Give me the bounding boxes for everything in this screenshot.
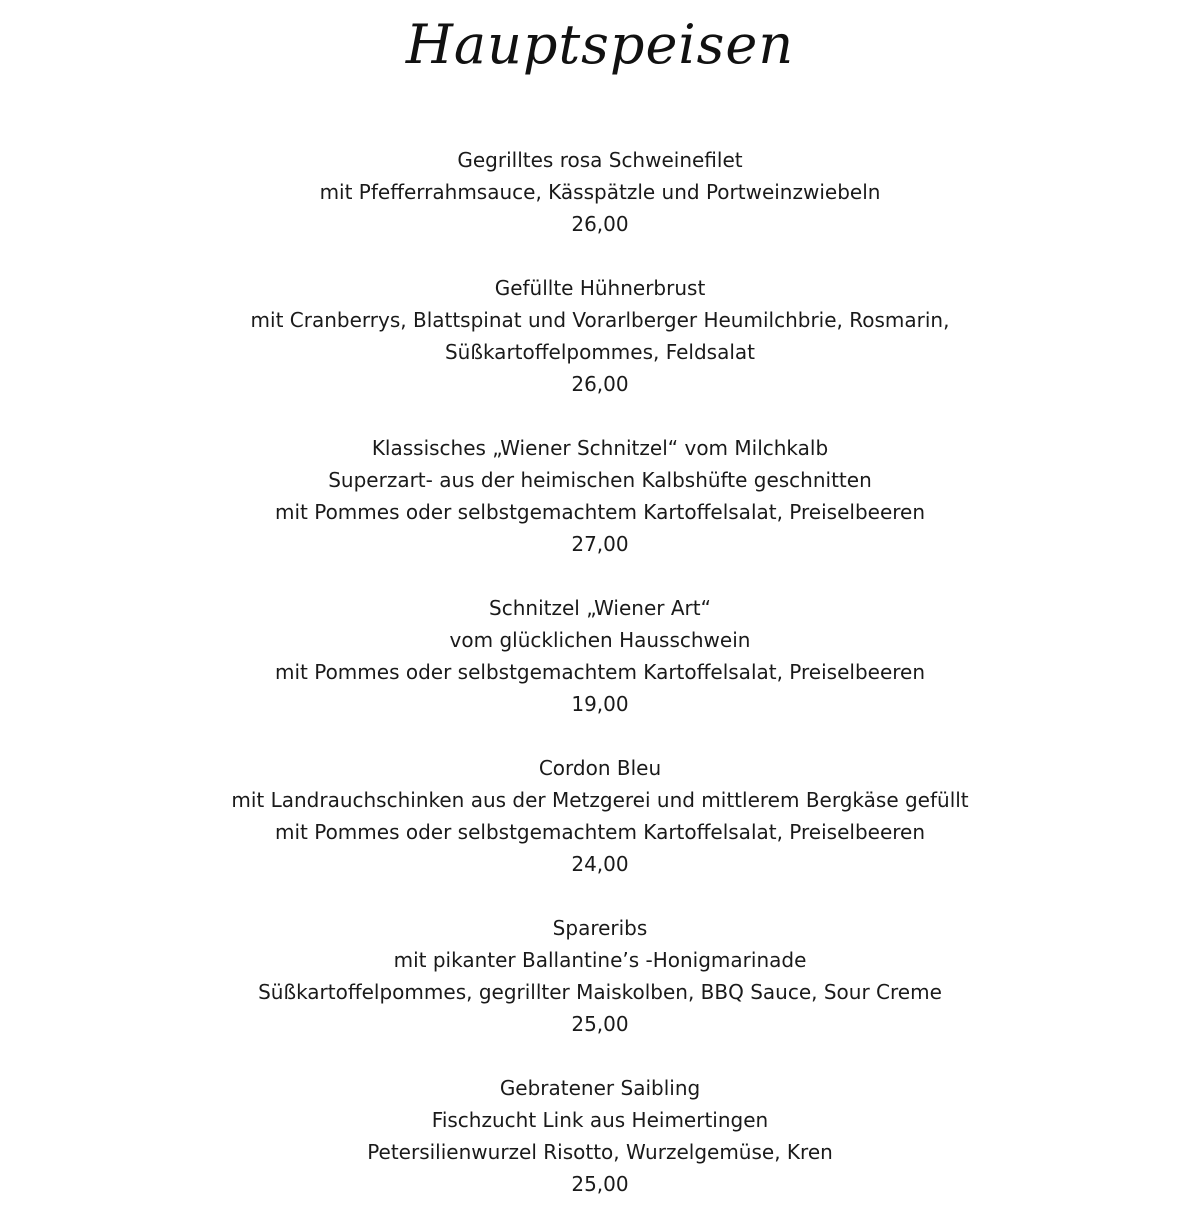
menu-item <box>0 144 1200 240</box>
menu-item <box>0 272 1200 400</box>
dish-description: Fischzucht Link aus Heimertingen <box>431 1108 769 1132</box>
dish-name: Gegrilltes rosa Schweinefilet <box>457 148 743 172</box>
menu-list <box>0 144 1200 1232</box>
dish-description: mit Cranberrys, Blattspinat und Vorarlberger Heumilchbrie, Rosmarin, <box>250 308 950 332</box>
dish-description: Petersilienwurzel Risotto, Wurzelgemüse, Kren <box>367 1140 833 1164</box>
page-title: Hauptspeisen <box>405 13 795 76</box>
dish-description: mit Landrauchschinken aus der Metzgerei und mittlerem Bergkäse gefüllt <box>231 788 969 812</box>
dish-description: mit Pommes oder selbstgemachtem Kartoffelsalat, Preiselbeeren <box>274 660 926 684</box>
dish-description: mit Pommes oder selbstgemachtem Kartoffelsalat, Preiselbeeren <box>274 820 926 844</box>
menu-item <box>0 1072 1200 1200</box>
dish-description: mit Pommes oder selbstgemachtem Kartoffelsalat, Preiselbeeren <box>274 500 926 524</box>
dish-price: 27,00 <box>571 532 629 556</box>
dish-price: 26,00 <box>571 212 629 236</box>
dish-description: Süßkartoffelpommes, Feldsalat <box>444 340 756 364</box>
menu-item <box>0 752 1200 880</box>
dish-name: Gefüllte Hühnerbrust <box>494 276 706 300</box>
dish-name: Cordon Bleu <box>538 756 662 780</box>
dish-description: Süßkartoffelpommes, gegrillter Maiskolben, BBQ Sauce, Sour Creme <box>258 980 942 1004</box>
dish-price: 25,00 <box>571 1012 629 1036</box>
dish-description: vom glücklichen Hausschwein <box>449 628 751 652</box>
menu-item <box>0 912 1200 1040</box>
dish-name: Schnitzel „Wiener Art“ <box>489 596 711 620</box>
dish-price: 19,00 <box>571 692 629 716</box>
dish-name: Klassisches „Wiener Schnitzel“ vom Milchkalb <box>371 436 829 460</box>
menu-item <box>0 432 1200 560</box>
dish-description: mit pikanter Ballantine’s -Honigmarinade <box>393 948 807 972</box>
dish-description: Superzart- aus der heimischen Kalbshüfte geschnitten <box>328 468 872 492</box>
dish-price: 26,00 <box>571 372 629 396</box>
dish-name: Gebratener Saibling <box>499 1076 701 1100</box>
dish-description: mit Pfefferrahmsauce, Kässpätzle und Portweinzwiebeln <box>319 180 881 204</box>
dish-price: 25,00 <box>571 1172 629 1196</box>
dish-name: Spareribs <box>552 916 648 940</box>
menu-item <box>0 592 1200 720</box>
dish-price: 24,00 <box>571 852 629 876</box>
